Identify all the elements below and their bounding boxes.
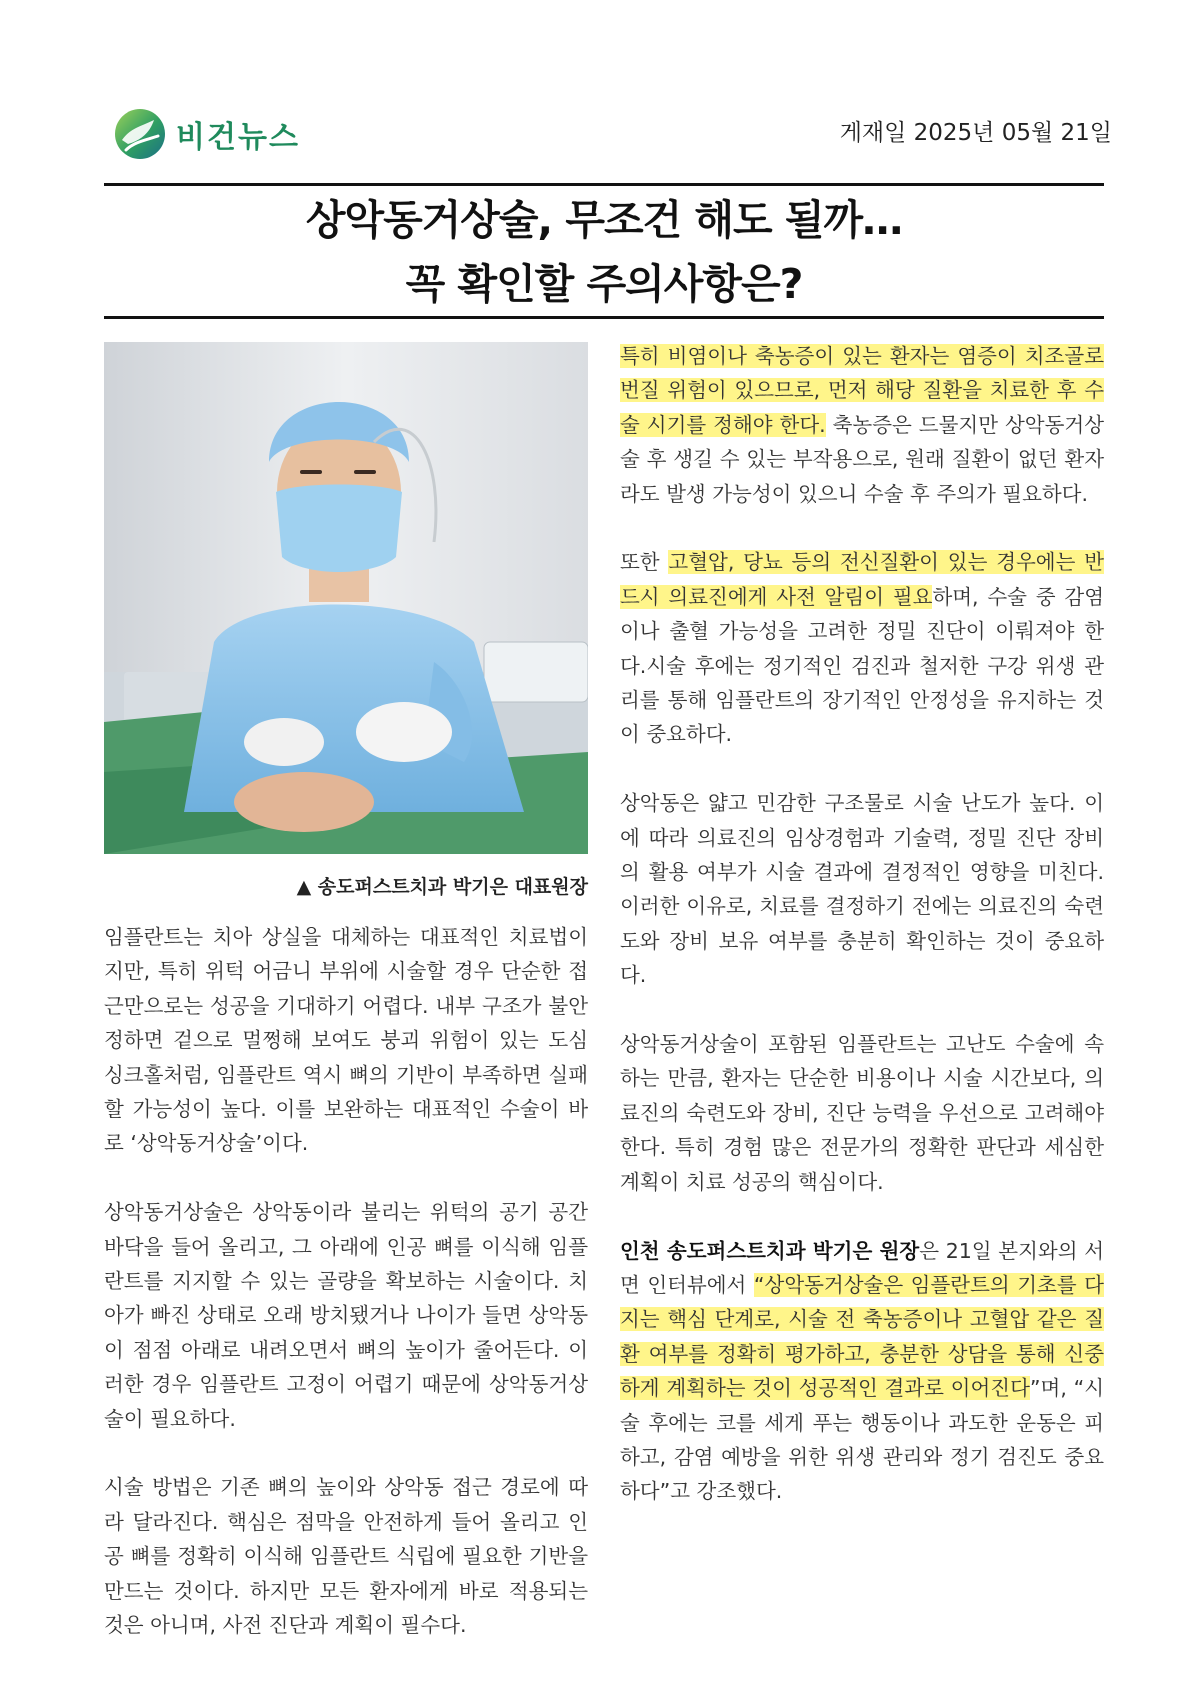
paragraph: 상악동거상술은 상악동이라 불리는 위턱의 공기 공간 바닥을 들어 올리고, 그 아래에 인공 뼈를 이식해 임플란트를 지지할 수 있는 골량을 확보하는 시술이다. 치아가 빠진 상태로 오래 방치됐거나 나이가 들면 상악동이 점점 아래로 내려오면서 뼈의 높이가 줄어든다. 이러한 경우 임플란트 고정이 어렵기 때문에 상악동거상술이 필요하다. [104, 1200, 588, 1431]
publish-date: 게재일 2025년 05월 21일 [839, 120, 1112, 146]
title-rule-bottom [104, 316, 1104, 319]
brand-logo[interactable] [112, 106, 300, 162]
paragraph [620, 1234, 1104, 1509]
paragraph: 시술 방법은 기존 뼈의 높이와 상악동 접근 경로에 따라 달라진다. 핵심은 점막을 안전하게 들어 올리고 인공 뼈를 정확히 이식해 임플란트 식립에 필요한 기반을 만드는 것이다. 하지만 모든 환자에게 바로 적용되는 것은 아니며, 사전 진단과 계획이 필수다. [104, 1475, 588, 1638]
photo-caption: ▲ 송도퍼스트치과 박기은 대표원장 [296, 876, 588, 898]
bold-text: 인천 송도퍼스트치과 박기은 원장 [620, 1238, 920, 1263]
paragraph: 상악동거상술이 포함된 임플란트는 고난도 수술에 속하는 만큼, 환자는 단순한 비용이나 시술 시간보다, 의료진의 숙련도와 장비, 진단 능력을 우선으로 고려해야 한다. 특히 경험 많은 전문가의 정확한 판단과 세심한 계획이 치료 성공의 핵심이다. [620, 1032, 1104, 1194]
leaf-logo-icon [112, 106, 168, 162]
highlighted-text: 고혈압, 당뇨 등의 전신질환이 있는 경우에는 반드시 의료진에게 사전 알림이 필요 [620, 550, 1105, 609]
article-title [104, 188, 1104, 316]
paragraph [620, 545, 1104, 751]
surgeon-illustration [104, 342, 588, 854]
logo-wordmark: 비건뉴스 [176, 120, 300, 155]
title-line-1: 상악동거상술, 무조건 해도 될까… [305, 196, 903, 244]
body-text: 또한 [620, 550, 669, 575]
right-column [620, 339, 1104, 1509]
paragraph: 임플란트는 치아 상실을 대체하는 대표적인 치료법이지만, 특히 위턱 어금니 부위에 시술할 경우 단순한 접근만으로는 성공을 기대하기 어렵다. 내부 구조가 불안정하면 겉으로 멀쩡해 보여도 붕괴 위험이 있는 도심 싱크홀처럼, 임플란트 역시 뼈의 기반이 부족하면 실패할 가능성이 높다. 이를 보완하는 대표적인 수술이 바로 ‘상악동거상술’이다. [104, 925, 588, 1156]
page-header [104, 102, 1112, 172]
paragraph: 상악동은 얇고 민감한 구조물로 시술 난도가 높다. 이에 따라 의료진의 임상경험과 기술력, 정밀 진단 장비의 활용 여부가 시술 결과에 결정적인 영향을 미친다. 이러한 이유로, 치료를 결정하기 전에는 의료진의 숙련도와 장비 보유 여부를 충분히 확인하는 것이 중요하다. [620, 791, 1104, 988]
title-line-2: 꼭 확인할 주의사항은? [405, 260, 803, 308]
highlighted-quote: “상악동거상술은 임플란트의 기초를 다지는 핵심 단계로, 시술 전 축농증이나 고혈압 같은 질환 여부를 정확히 평가하고, 충분한 상담을 통해 신중하게 계획하는 것이 성공적인 결과로 이어진다 [620, 1272, 1104, 1401]
body-text: 하며, 수술 중 감염이나 출혈 가능성을 고려한 정밀 진단이 이뤄져야 한다.시술 후에는 정기적인 검진과 철저한 구강 위생 관리를 통해 임플란트의 장기적인 안정성을 유지하는 것이 중요하다. [620, 584, 1104, 747]
article-photo [104, 342, 588, 854]
highlighted-text: 특히 비염이나 축농증이 있는 환자는 염증이 치조골로 번질 위험이 있으므로, 먼저 해당 질환을 치료한 후 수술 시기를 정해야 한다. [620, 344, 1104, 437]
paragraph [620, 339, 1104, 511]
body-text: 은 21일 본지와의 서면 인터뷰에서 [620, 1238, 1104, 1297]
left-column [104, 920, 588, 1643]
body-text: ”며, “시술 후에는 코를 세게 푸는 행동이나 과도한 운동은 피하고, 감염 예방을 위한 위생 관리와 정기 검진도 중요하다”고 강조했다. [620, 1376, 1104, 1504]
title-rule-top [104, 183, 1104, 186]
body-text: 축농증은 드물지만 상악동거상술 후 생길 수 있는 부작용으로, 원래 질환이 없던 환자라도 발생 가능성이 있으니 수술 후 주의가 필요하다. [620, 412, 1104, 506]
